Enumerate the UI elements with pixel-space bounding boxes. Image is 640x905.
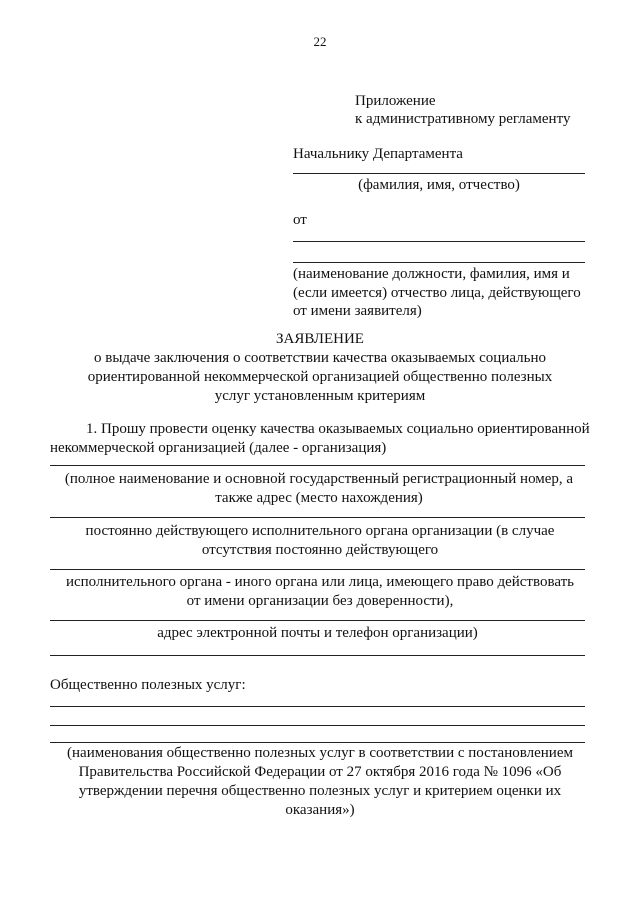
applicant-caption: (наименование должности, фамилия, имя и (если имеется) отчество лица, действующего от имени заявителя) (293, 266, 581, 319)
page-number: 22 (313, 34, 327, 49)
document-subtitle: о выдаче заключения о соответствии качества оказываемых социально ориентированной некоммерческой организацией общественно полезных услуг установленным критериям (87, 350, 553, 404)
name-caption: (фамилия, имя, отчество) (358, 177, 520, 193)
document-title: ЗАЯВЛЕНИЕ (276, 331, 364, 347)
services-label: Общественно полезных услуг: (50, 677, 246, 693)
appendix-line-2: к административному регламенту (355, 111, 571, 127)
services-caption: (наименования общественно полезных услуг в соответствии с постановлением Правительства Российской Федерации от 27 октября 2016 года № 1096 «Об утверждении перечня общественно полезных услуг и критерием оценки их оказания») (67, 745, 573, 818)
exec-line-2[interactable] (50, 569, 585, 570)
applicant-line-1[interactable] (293, 241, 585, 242)
exec-caption-1: постоянно действующего исполнительного органа организации (в случае отсутствия постоянно действующего (85, 523, 555, 558)
applicant-line-2[interactable] (293, 262, 585, 263)
appendix-block (355, 92, 570, 128)
services-line-3[interactable] (50, 742, 585, 743)
name-line[interactable] (293, 173, 585, 174)
addressee-to: Начальнику Департамента (293, 146, 463, 162)
contact-caption: адрес электронной почты и телефон организации) (157, 625, 478, 641)
services-line-2[interactable] (50, 725, 585, 726)
exec-line-1[interactable] (50, 517, 585, 518)
org-line[interactable] (50, 465, 585, 466)
contact-line[interactable] (50, 620, 585, 621)
addressee-from: от (293, 212, 307, 228)
paragraph-1: 1. Прошу провести оценку качества оказываемых социально ориентированной некоммерческой организацией (далее - организация) (50, 421, 590, 456)
contact-line-2[interactable] (50, 655, 585, 656)
services-line-1[interactable] (50, 706, 585, 707)
appendix-line-1: Приложение (355, 93, 436, 109)
org-caption: (полное наименование и основной государственный регистрационный номер, а также адрес (место нахождения) (64, 471, 574, 506)
exec-caption-2: исполнительного органа - иного органа или лица, имеющего право действовать от имени организации без доверенности), (65, 574, 575, 609)
